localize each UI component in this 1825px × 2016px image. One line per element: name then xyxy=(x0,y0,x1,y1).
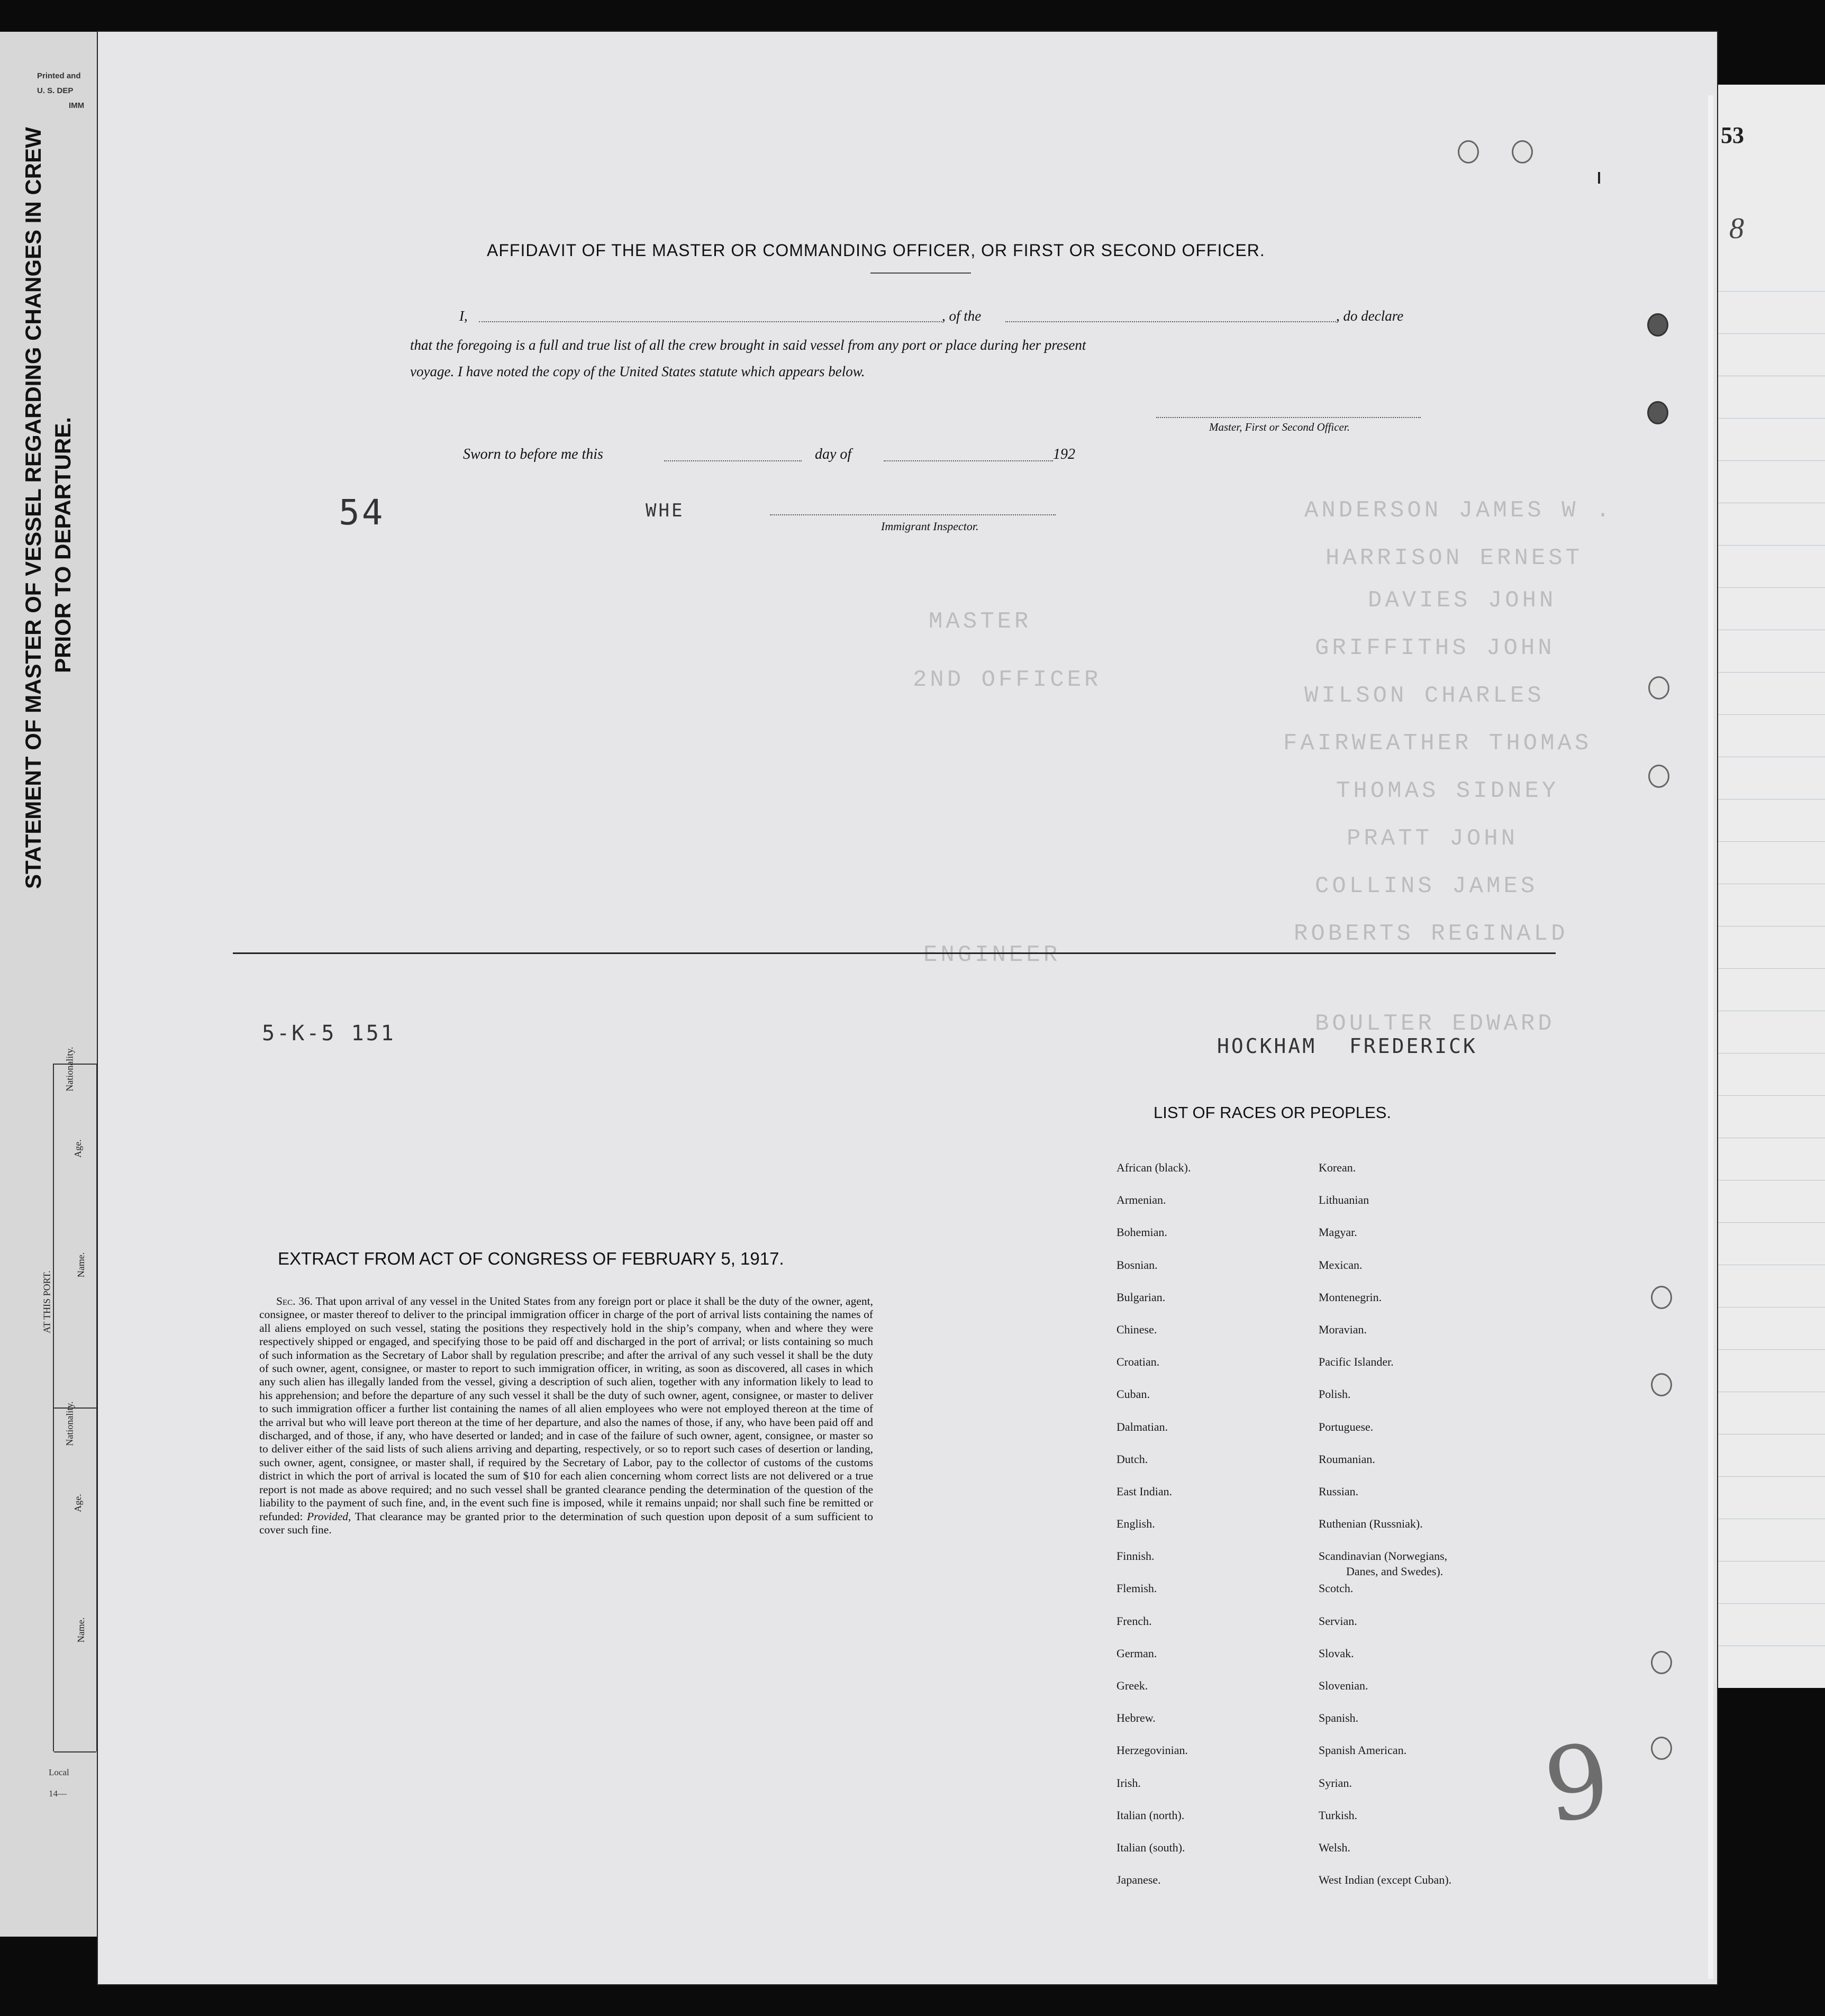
race-item: Bulgarian. xyxy=(1116,1290,1166,1304)
race-item: Hebrew. xyxy=(1116,1711,1156,1725)
race-item: Welsh. xyxy=(1319,1840,1350,1854)
vertical-title-line-1: STATEMENT OF MASTER OF VESSEL REGARDING CHANGES IN CREW xyxy=(21,127,46,889)
sworn-text: Sworn to before me this xyxy=(463,446,603,462)
race-item: Scotch. xyxy=(1319,1582,1354,1595)
race-item: African (black). xyxy=(1116,1161,1191,1174)
race-item: Herzegovinian. xyxy=(1116,1743,1188,1757)
officer-name-field[interactable] xyxy=(479,321,942,322)
column-label: Nationality. xyxy=(64,1401,75,1446)
extract-text-part-2: That clearance may be granted prior to the determination of such question upon deposit of a sum sufficient to cover such fine. xyxy=(259,1510,874,1536)
races-title: LIST OF RACES OR PEOPLES. xyxy=(1154,1103,1392,1122)
race-item: French. xyxy=(1116,1614,1152,1628)
vertical-title-line-2: PRIOR TO DEPARTURE. xyxy=(50,417,75,673)
handwritten-note: 5-K-5 151 xyxy=(262,1021,396,1046)
extract-text-part-1: That upon arrival of any vessel in the United States from any foreign port or place it shall be the duty of the owner, agent, consignee, or master thereof to deliver to the principal immigration officer in charge of the port of arrival lists containing the names of all aliens employed on such vessel, stating the positions they respectively hold in the ship’s company, when and where they were respectively shipped or engaged, and specifying those to be paid off and discharged in the port of arrival; or lists containing so much of such information as the Secretary of Labor shall by regulation prescribe; and after the arrival of any such vessel it shall be the duty of such owner, agent, consignee, or master to report to such immigration officer, in writing, as soon as discovered, all cases in which any such alien has illegally landed from the vessel, giving a description of such alien, together with any information likely to lead to his apprehension; and before the departure of any such vessel it shall be the duty of such owner, agent, consignee, or master to deliver to such immigration officer a further list containing the names of all alien employees who were not employed thereon at the time of the arrival but who will leave port thereon at the time of her departure, and also the names of those, if any, who have been paid off and discharged, and of those, if any, who have deserted or landed; and in case of the failure of such owner, agent, consignee, or master so to deliver either of the said lists of such aliens arriving and departing, respectively, or so to report such cases of desertion or landing, such owner, agent, consignee, or master shall, if required by the Secretary of Labor, pay to the collector of customs of the customs district in which the port of arrival is located the sum of $10 for each alien concerning whom correct lists are not delivered or a true report is not made as above required; and no such vessel shall be granted clearance pending the determination of the question of the liability to the payment of such fine, and, in the event such fine is imposed, while it remains unpaid; nor shall such fine be remitted or refunded: xyxy=(259,1295,873,1523)
race-item: Flemish. xyxy=(1116,1582,1157,1595)
race-item: Bohemian. xyxy=(1116,1225,1167,1239)
race-item: West Indian (except Cuban). xyxy=(1319,1873,1452,1887)
race-item: Servian. xyxy=(1319,1614,1357,1628)
inspector-caption: Immigrant Inspector. xyxy=(881,520,979,533)
column-label: Name. xyxy=(76,1617,87,1643)
race-item: Cuban. xyxy=(1116,1387,1150,1401)
race-item: Ruthenian (Russniak). xyxy=(1319,1517,1423,1531)
column-label: Nationality. xyxy=(64,1047,75,1092)
race-item: Chinese. xyxy=(1116,1322,1157,1336)
race-item: English. xyxy=(1116,1517,1155,1531)
race-item: Lithuanian xyxy=(1319,1193,1369,1207)
races-column-2 xyxy=(1319,1161,1451,1905)
race-item: Italian (north). xyxy=(1116,1808,1185,1822)
race-item: Mexican. xyxy=(1319,1258,1363,1272)
page-edge xyxy=(1708,95,1713,1979)
column-label: Name. xyxy=(76,1252,87,1278)
signature-caption: Master, First or Second Officer. xyxy=(1209,421,1350,433)
race-item: Scandinavian (Norwegians, xyxy=(1319,1549,1448,1563)
race-item: German. xyxy=(1116,1646,1157,1660)
handwritten-surname: HOCKHAM xyxy=(1217,1034,1317,1058)
race-item: Slovenian. xyxy=(1319,1679,1368,1692)
inspector-signature-field[interactable] xyxy=(770,514,1056,515)
day-of-text: day of xyxy=(815,446,852,462)
race-item: Syrian. xyxy=(1319,1776,1352,1790)
extract-body xyxy=(259,1295,873,1537)
race-item: Armenian. xyxy=(1116,1193,1166,1207)
race-item: Pacific Islander. xyxy=(1319,1355,1394,1369)
race-item: Spanish. xyxy=(1319,1711,1359,1725)
sworn-month-field[interactable] xyxy=(884,460,1053,461)
provided-label: Provided, xyxy=(307,1510,351,1523)
handwritten-initials: WHE xyxy=(646,500,685,521)
left-strip-line: IMM xyxy=(69,101,85,110)
race-item: Magyar. xyxy=(1319,1225,1357,1239)
race-item: Portuguese. xyxy=(1319,1420,1374,1433)
race-item: Italian (south). xyxy=(1116,1840,1185,1854)
affidavit-line-2: that the foregoing is a full and true list of all the crew brought in said vessel from any port or place during her present xyxy=(410,337,1086,353)
column-label: Age. xyxy=(72,1494,83,1512)
race-item: Montenegrin. xyxy=(1319,1290,1382,1304)
vessel-name-field[interactable] xyxy=(1005,321,1336,322)
pencil-mark: 8 xyxy=(1729,212,1744,245)
race-item: Spanish American. xyxy=(1319,1743,1407,1757)
race-item: Moravian. xyxy=(1319,1322,1367,1336)
section-label: Sec. 36. xyxy=(276,1295,313,1307)
races-column-1 xyxy=(1116,1161,1191,1905)
race-item: Russian. xyxy=(1319,1484,1359,1498)
affidavit-declare: , do declare xyxy=(1336,308,1404,324)
left-strip-bottom-mark: Local xyxy=(49,1767,69,1777)
race-item: Korean. xyxy=(1319,1161,1356,1174)
race-item: Dutch. xyxy=(1116,1452,1148,1466)
sworn-day-field[interactable] xyxy=(664,460,802,461)
affidavit-title: AFFIDAVIT OF THE MASTER OR COMMANDING OFFICER, OR FIRST OR SECOND OFFICER. xyxy=(487,241,1265,260)
affidavit-of-the: , of the xyxy=(942,308,982,324)
left-strip-line: U. S. DEP xyxy=(37,86,74,95)
race-item: Japanese. xyxy=(1116,1873,1161,1887)
affidavit-line-3: voyage. I have noted the copy of the United States statute which appears below. xyxy=(410,364,865,379)
officer-signature-field[interactable] xyxy=(1156,417,1421,418)
race-item: Irish. xyxy=(1116,1776,1141,1790)
handwritten-number: 54 xyxy=(339,492,385,533)
race-item: Turkish. xyxy=(1319,1808,1358,1822)
race-item: Greek. xyxy=(1116,1679,1148,1692)
race-item: Dalmatian. xyxy=(1116,1420,1168,1433)
race-item: East Indian. xyxy=(1116,1484,1173,1498)
year-prefix: 192 xyxy=(1053,446,1075,462)
affidavit-i: I, xyxy=(459,308,468,324)
form-vertical-title xyxy=(19,127,98,889)
left-strip-line: Printed and xyxy=(37,71,81,80)
race-item: Slovak. xyxy=(1319,1646,1354,1660)
race-item: Croatian. xyxy=(1116,1355,1160,1369)
race-item: Roumanian. xyxy=(1319,1452,1375,1466)
race-item: Danes, and Swedes). xyxy=(1346,1565,1443,1578)
page-number: 53 xyxy=(1721,122,1744,148)
race-item: Finnish. xyxy=(1116,1549,1155,1563)
race-item: Polish. xyxy=(1319,1387,1351,1401)
section-divider xyxy=(233,952,1556,954)
title-underline xyxy=(870,273,971,274)
column-label: Age. xyxy=(72,1139,83,1158)
side-label: AT THIS PORT. xyxy=(41,1270,52,1333)
extract-title: EXTRACT FROM ACT OF CONGRESS OF FEBRUARY 5, 1917. xyxy=(278,1249,784,1268)
document-page: ANDERSON JAMES W . HARRISON ERNEST DAVIES JOHN GRIFFITHS JOHN WILSON CHARLES FAIRWEATHER THOMAS THOMAS SIDNEY PRATT JOHN COLLINS JAMES ROBERTS REGINALD BOULTER EDWARD ENGINEER MASTER 2ND OFFICER xyxy=(98,32,1717,1984)
handwritten-page-mark: 9 xyxy=(1537,1721,1617,1846)
left-strip-bottom-mark: 14— xyxy=(49,1788,67,1799)
handwritten-given-name: FREDERICK xyxy=(1349,1034,1477,1058)
race-item: Bosnian. xyxy=(1116,1258,1158,1272)
